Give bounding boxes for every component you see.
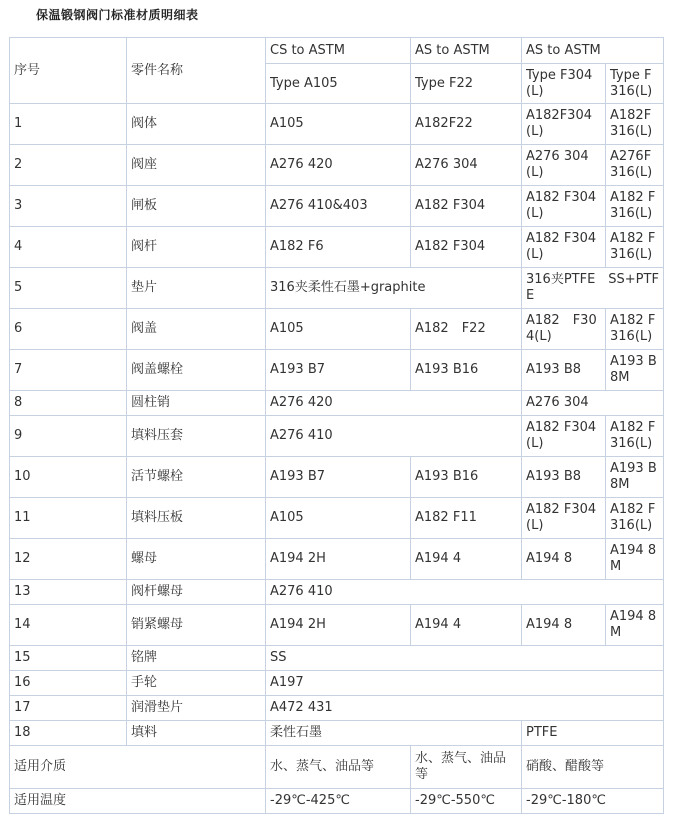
- row-f316: A182 F316(L): [606, 186, 664, 227]
- row-f304: A193 B8: [522, 457, 606, 498]
- row-part: 阀盖螺栓: [127, 350, 266, 391]
- header-cs: CS to ASTM: [266, 38, 411, 64]
- header-row: [10, 38, 664, 64]
- table-row: [10, 498, 664, 539]
- row-f304: A194 8: [522, 539, 606, 580]
- row-f304: A182F304(L): [522, 104, 606, 145]
- row-part: 垫片: [127, 268, 266, 309]
- row-no: 11: [10, 498, 127, 539]
- row-f316: A193 B8M: [606, 457, 664, 498]
- table-row: [10, 391, 664, 416]
- table-row: [10, 539, 664, 580]
- row-f304: A194 8: [522, 605, 606, 646]
- row-cs-as: A276 410: [266, 416, 522, 457]
- table-row: [10, 646, 664, 671]
- row-f304: A193 B8: [522, 350, 606, 391]
- row-part: 阀体: [127, 104, 266, 145]
- header-as1: AS to ASTM: [411, 38, 522, 64]
- row-as1: A194 4: [411, 605, 522, 646]
- medium-row: [10, 746, 664, 789]
- row-f304: A182 F304(L): [522, 309, 606, 350]
- row-no: 12: [10, 539, 127, 580]
- table-row: [10, 580, 664, 605]
- header-part: 零件名称: [127, 38, 266, 104]
- row-part: 活节螺栓: [127, 457, 266, 498]
- row-cs: A105: [266, 498, 411, 539]
- row-no: 17: [10, 696, 127, 721]
- row-as1: A193 B16: [411, 350, 522, 391]
- row-no: 8: [10, 391, 127, 416]
- row-all: A472 431: [266, 696, 664, 721]
- row-no: 13: [10, 580, 127, 605]
- row-all: SS: [266, 646, 664, 671]
- row-all: A197: [266, 671, 664, 696]
- table-row: [10, 605, 664, 646]
- header-no: 序号: [10, 38, 127, 104]
- row-as1: A182 F11: [411, 498, 522, 539]
- row-part: 阀杆螺母: [127, 580, 266, 605]
- row-part: 销紧螺母: [127, 605, 266, 646]
- row-cs: A105: [266, 104, 411, 145]
- table-row: [10, 145, 664, 186]
- row-no: 2: [10, 145, 127, 186]
- row-f316: A182F316(L): [606, 104, 664, 145]
- row-no: 5: [10, 268, 127, 309]
- row-cs: A182 F6: [266, 227, 411, 268]
- temperature-cs: -29℃-425℃: [266, 789, 411, 814]
- row-part: 润滑垫片: [127, 696, 266, 721]
- row-part: 填料: [127, 721, 266, 746]
- row-cs-as: 柔性石墨: [266, 721, 522, 746]
- row-f304: A182 F304(L): [522, 416, 606, 457]
- row-no: 10: [10, 457, 127, 498]
- row-cs-as: A276 420: [266, 391, 522, 416]
- row-cs: A193 B7: [266, 457, 411, 498]
- row-part: 填料压板: [127, 498, 266, 539]
- row-part: 阀座: [127, 145, 266, 186]
- row-f304: A182 F304(L): [522, 498, 606, 539]
- row-as1: A193 B16: [411, 457, 522, 498]
- row-part: 阀盖: [127, 309, 266, 350]
- medium-as2: 硝酸、醋酸等: [522, 746, 664, 789]
- header-as2-type-a: Type F304(L): [522, 64, 606, 104]
- page-title: 保温锻钢阀门标准材质明细表: [36, 8, 199, 22]
- row-f304: A182 F304(L): [522, 186, 606, 227]
- medium-cs: 水、蒸气、油品等: [266, 746, 411, 789]
- row-all: A276 410: [266, 580, 664, 605]
- table-row: [10, 104, 664, 145]
- row-part: 螺母: [127, 539, 266, 580]
- table-row: [10, 186, 664, 227]
- row-f316: A182 F316(L): [606, 309, 664, 350]
- row-no: 7: [10, 350, 127, 391]
- row-f316: A182 F316(L): [606, 416, 664, 457]
- row-part: 铭牌: [127, 646, 266, 671]
- row-f304-f316: 316夹PTFE SS+PTFE: [522, 268, 664, 309]
- header-as1-type: Type F22: [411, 64, 522, 104]
- header-cs-type: Type A105: [266, 64, 411, 104]
- temperature-row: [10, 789, 664, 814]
- material-table: [9, 37, 664, 814]
- header-as2: AS to ASTM: [522, 38, 664, 64]
- row-cs: A105: [266, 309, 411, 350]
- row-no: 4: [10, 227, 127, 268]
- temperature-label: 适用温度: [10, 789, 266, 814]
- row-no: 9: [10, 416, 127, 457]
- row-f316: A193 B8M: [606, 350, 664, 391]
- row-part: 填料压套: [127, 416, 266, 457]
- row-f304: A182 F304(L): [522, 227, 606, 268]
- row-cs: A276 420: [266, 145, 411, 186]
- table-row: [10, 227, 664, 268]
- table-row: [10, 457, 664, 498]
- row-no: 16: [10, 671, 127, 696]
- row-as1: A182F22: [411, 104, 522, 145]
- row-no: 3: [10, 186, 127, 227]
- row-f316: A194 8M: [606, 605, 664, 646]
- row-as1: A182 F304: [411, 186, 522, 227]
- table-row: [10, 309, 664, 350]
- row-no: 15: [10, 646, 127, 671]
- row-f304-f316: PTFE: [522, 721, 664, 746]
- row-f304-f316: A276 304: [522, 391, 664, 416]
- row-f316: A182 F316(L): [606, 498, 664, 539]
- row-cs: A194 2H: [266, 539, 411, 580]
- table-row: [10, 696, 664, 721]
- row-part: 圆柱销: [127, 391, 266, 416]
- table-row: [10, 721, 664, 746]
- header-as2-type-b: Type F316(L): [606, 64, 664, 104]
- table-row: [10, 671, 664, 696]
- row-as1: A194 4: [411, 539, 522, 580]
- medium-as1: 水、蒸气、油品等: [411, 746, 522, 789]
- row-f304: A276 304(L): [522, 145, 606, 186]
- row-cs: A193 B7: [266, 350, 411, 391]
- row-part: 闸板: [127, 186, 266, 227]
- row-no: 6: [10, 309, 127, 350]
- row-cs-as: 316夹柔性石墨+graphite: [266, 268, 522, 309]
- temperature-as2: -29℃-180℃: [522, 789, 664, 814]
- row-f316: A276F316(L): [606, 145, 664, 186]
- row-no: 1: [10, 104, 127, 145]
- row-cs: A194 2H: [266, 605, 411, 646]
- row-f316: A182 F316(L): [606, 227, 664, 268]
- medium-label: 适用介质: [10, 746, 266, 789]
- row-as1: A276 304: [411, 145, 522, 186]
- table-row: [10, 268, 664, 309]
- row-cs: A276 410&403: [266, 186, 411, 227]
- table-row: [10, 350, 664, 391]
- table-row: [10, 416, 664, 457]
- row-no: 14: [10, 605, 127, 646]
- row-part: 手轮: [127, 671, 266, 696]
- row-as1: A182 F22: [411, 309, 522, 350]
- row-f316: A194 8M: [606, 539, 664, 580]
- row-part: 阀杆: [127, 227, 266, 268]
- row-as1: A182 F304: [411, 227, 522, 268]
- temperature-as1: -29℃-550℃: [411, 789, 522, 814]
- row-no: 18: [10, 721, 127, 746]
